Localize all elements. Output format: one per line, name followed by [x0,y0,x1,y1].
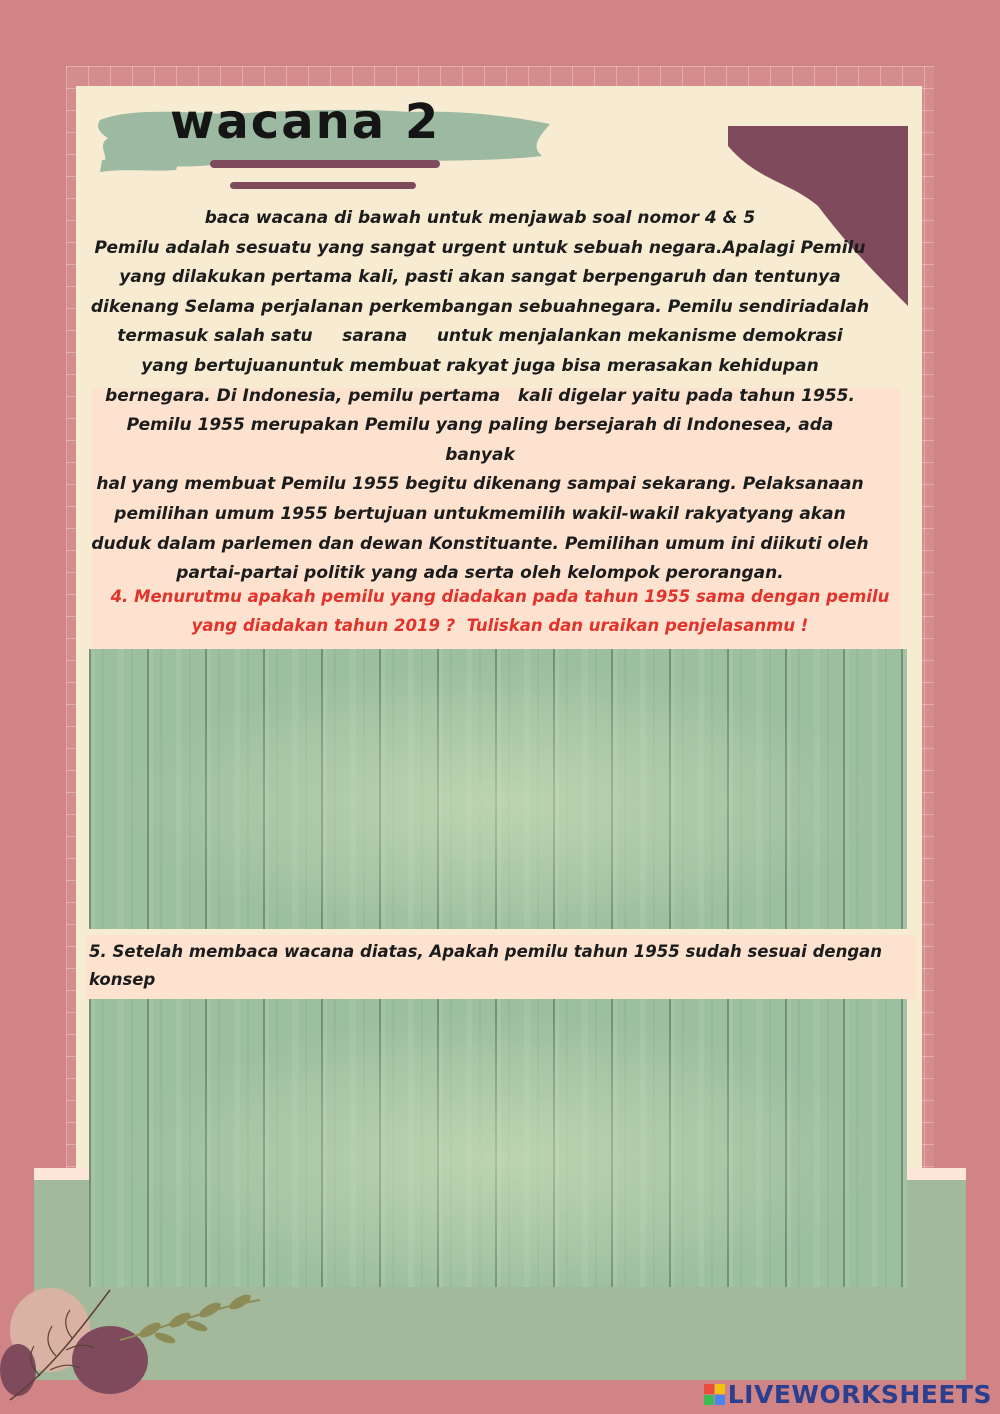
passage-line: bernegara. Di Indonesia, pemilu pertama kali digelar yaitu pada tahun 1955. [105,385,855,406]
passage-line: hal yang membuat Pemilu 1955 begitu dikenang sampai sekarang. Pelaksanaan [96,474,864,495]
question-4-line2: yang diadakan tahun 2019 ? Tuliskan dan uraikan penjelasanmu ! [191,616,809,635]
passage-line: yang dilakukan pertama kali, pasti akan sangat berpengaruh dan tentunya [119,267,841,288]
leaf-decoration [0,1280,280,1414]
passage-line: dikenang Selama perjalanan perkembangan sebuahnegara. Pemilu sendiriadalah [90,296,870,317]
passage-line: partai-partai politik yang ada serta oleh kelompok perorangan. [176,563,784,584]
question-5-line1: 5. Setelah membaca wacana diatas, Apakah pemilu tahun 1955 sudah sesuai dengan konsep [89,942,883,989]
question-4-line1: 4. Menurutmu apakah pemilu yang diadakan pada tahun 1955 sama dengan pemilu [110,587,890,606]
passage-instruction: baca wacana di bawah untuk menjawab soal nomor 4 & 5 [204,208,756,228]
answer-5-textbox[interactable] [89,999,907,1287]
liveworksheets-logo [704,1380,992,1409]
liveworksheets-logo-icon [704,1384,725,1405]
reading-passage [90,204,870,589]
passage-line: Pemilu 1955 merupakan Pemilu yang paling bersejarah di Indonesea, ada banyak [126,415,834,465]
passage-line: termasuk salah satu sarana untuk menjalankan mekanisme demokrasi [117,326,843,347]
passage-line: duduk dalam parlemen dan dewan Konstituante. Pemilihan umum ini diikuti oleh [91,533,869,554]
passage-line: Pemilu adalah sesuatu yang sangat urgent untuk sebuah negara.Apalagi Pemilu [94,237,866,258]
logo-text: LIVEWORKSHEETS [727,1380,992,1409]
passage-line: yang bertujuanuntuk membuat rakyat juga bisa merasakan kehidupan [141,355,819,376]
question-4 [110,582,890,640]
answer-4-textbox[interactable] [89,649,907,929]
page-title: wacana 2 [170,94,441,150]
passage-line: pemilihan umum 1955 bertujuan untukmemilih wakil-wakil rakyatyang akan [114,503,846,524]
